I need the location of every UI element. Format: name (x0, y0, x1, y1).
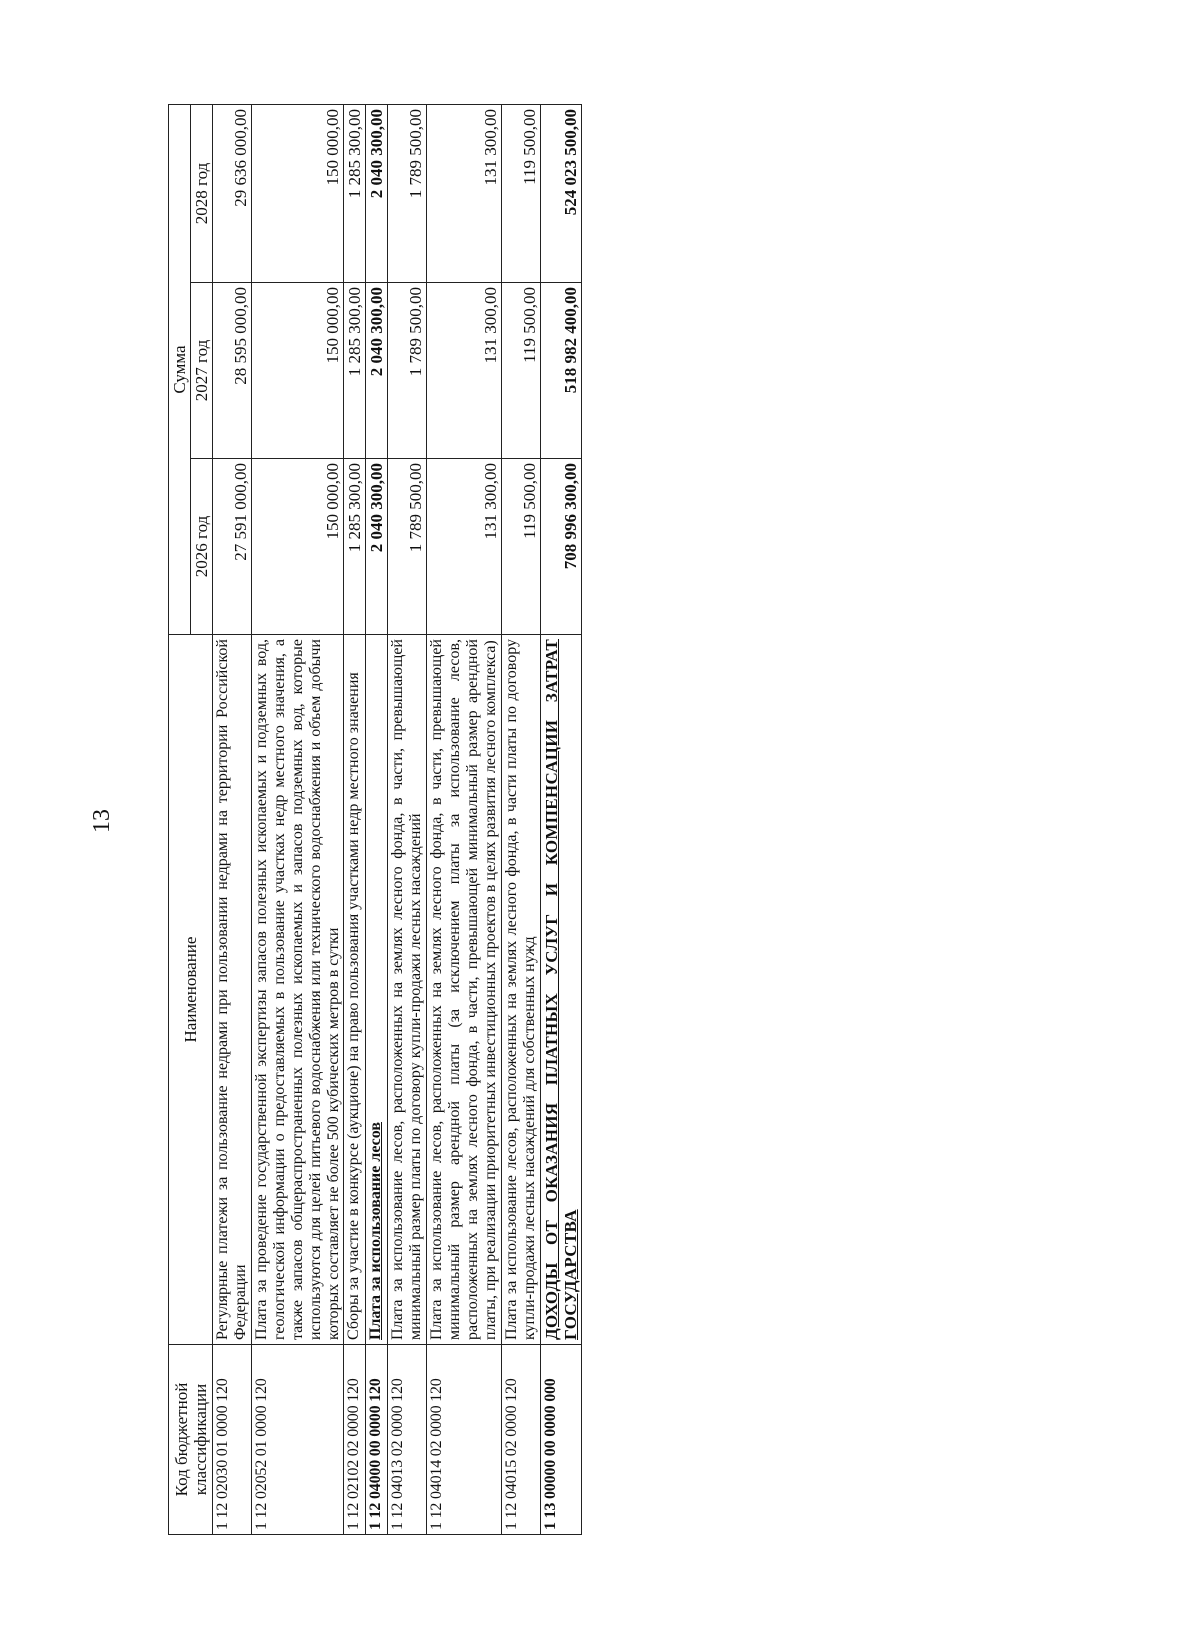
cell-code: 1 13 00000 00 0000 000 (540, 1345, 581, 1535)
cell-code: 1 12 02102 02 0000 120 (344, 1345, 366, 1535)
header-code: Код бюджетной классификации (169, 1345, 213, 1535)
cell-code: 1 12 04014 02 0000 120 (427, 1345, 502, 1535)
cell-2026: 150 000,00 (251, 459, 344, 635)
cell-2026: 119 500,00 (501, 459, 540, 635)
header-name: Наименование (169, 635, 213, 1345)
rotated-table-container (168, 105, 1068, 1535)
cell-2026: 27 591 000,00 (213, 459, 252, 635)
header-year-2028: 2028 год (191, 105, 213, 283)
cell-name: ДОХОДЫ ОТ ОКАЗАНИЯ ПЛАТНЫХ УСЛУГ И КОМПЕНСАЦИИ ЗАТРАТ ГОСУДАРСТВА (540, 635, 581, 1345)
cell-2028: 1 285 300,00 (344, 105, 366, 283)
header-year-2026: 2026 год (191, 459, 213, 635)
header-sum: Сумма (169, 105, 191, 635)
table-row (540, 105, 581, 1535)
cell-2026: 708 996 300,00 (540, 459, 581, 635)
cell-code: 1 12 04000 00 0000 120 (366, 1345, 388, 1535)
cell-2027: 518 982 400,00 (540, 283, 581, 459)
cell-name: Сборы за участие в конкурсе (аукционе) на право пользования участками недр местного значения (344, 635, 366, 1345)
cell-name: Плата за использование лесов, расположенных на землях лесного фонда, в части, превышающей минимальный размер арендной платы (за исключением платы за использование лесов, расположенных на землях лесного фонда, в части, превышающей минимальный размер арендной платы, при реализации приоритетных инвестиционных проектов в целях развития лесного комплекса) (427, 635, 502, 1345)
budget-table (168, 104, 582, 1535)
cell-2027: 1 285 300,00 (344, 283, 366, 459)
cell-2026: 1 285 300,00 (344, 459, 366, 635)
cell-2027: 131 300,00 (427, 283, 502, 459)
cell-name: Плата за использование лесов, расположенных на землях лесного фонда, в части платы по договору купли-продажи лесных насаждений для собственных нужд (501, 635, 540, 1345)
cell-2027: 119 500,00 (501, 283, 540, 459)
table-row (501, 105, 540, 1535)
cell-code: 1 12 04013 02 0000 120 (388, 1345, 427, 1535)
table-row (251, 105, 344, 1535)
table-row (388, 105, 427, 1535)
cell-2028: 150 000,00 (251, 105, 344, 283)
cell-2027: 150 000,00 (251, 283, 344, 459)
cell-2028: 2 040 300,00 (366, 105, 388, 283)
cell-2026: 2 040 300,00 (366, 459, 388, 635)
cell-name: Регулярные платежи за пользование недрами при пользовании недрами на территории Российской Федерации (213, 635, 252, 1345)
cell-code: 1 12 02052 01 0000 120 (251, 1345, 344, 1535)
cell-name: Плата за использование лесов, расположенных на землях лесного фонда, в части, превышающей минимальный размер платы по договору купли-продажи лесных насаждений (388, 635, 427, 1345)
page-number: 13 (89, 809, 115, 833)
cell-code: 1 12 04015 02 0000 120 (501, 1345, 540, 1535)
cell-2028: 131 300,00 (427, 105, 502, 283)
table-row (366, 105, 388, 1535)
cell-2028: 524 023 500,00 (540, 105, 581, 283)
cell-2026: 1 789 500,00 (388, 459, 427, 635)
table-row (427, 105, 502, 1535)
cell-2028: 29 636 000,00 (213, 105, 252, 283)
cell-2026: 131 300,00 (427, 459, 502, 635)
cell-2028: 119 500,00 (501, 105, 540, 283)
table-row (344, 105, 366, 1535)
cell-name: Плата за использование лесов (366, 635, 388, 1345)
cell-2027: 28 595 000,00 (213, 283, 252, 459)
cell-2027: 2 040 300,00 (366, 283, 388, 459)
header-row-1 (169, 105, 191, 1535)
cell-2027: 1 789 500,00 (388, 283, 427, 459)
cell-name: Плата за проведение государственной экспертизы запасов полезных ископаемых и подземных вод, геологической информации о предоставляемых в пользование участках недр местного значения, а также запасов общераспространенных полезных ископаемых и запасов подземных вод, которые используются для целей питьевого водоснабжения или технического водоснабжения и объем добычи которых составляет не более 500 кубических метров в сутки (251, 635, 344, 1345)
header-year-2027: 2027 год (191, 283, 213, 459)
cell-2028: 1 789 500,00 (388, 105, 427, 283)
table-row (213, 105, 252, 1535)
cell-code: 1 12 02030 01 0000 120 (213, 1345, 252, 1535)
table-body (213, 105, 582, 1535)
